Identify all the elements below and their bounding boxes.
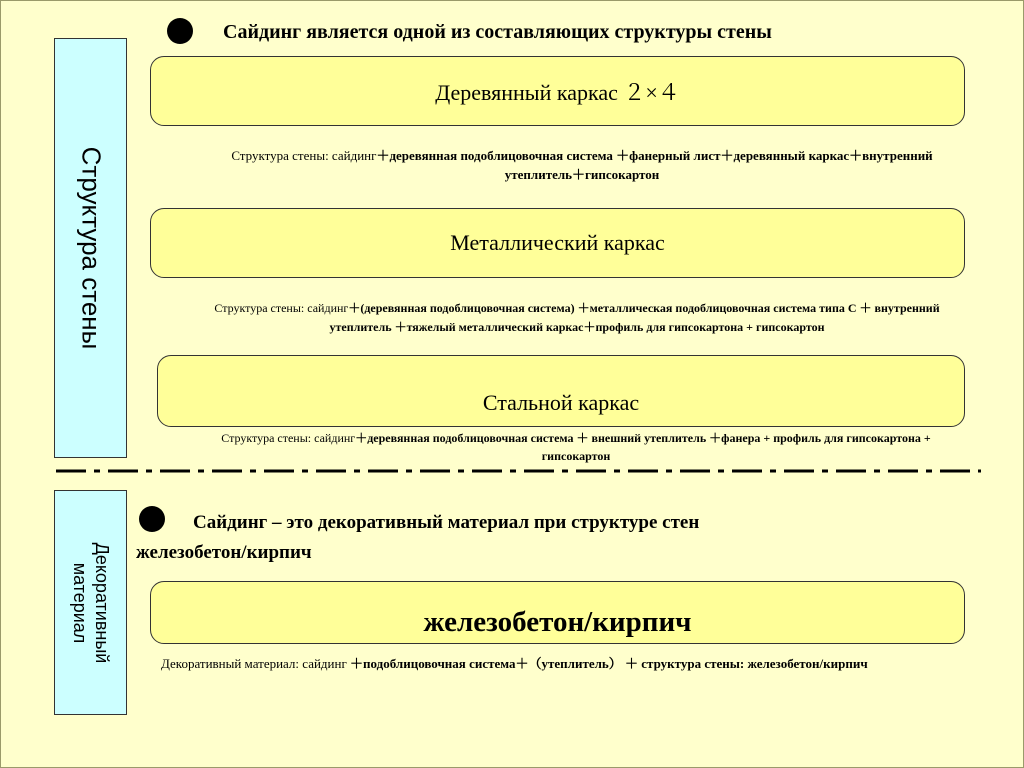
concrete-brick-title: железобетон/кирпич (423, 606, 692, 638)
concrete-brick-box (150, 581, 965, 644)
bullet-icon (139, 506, 165, 532)
side-label-structure (54, 38, 127, 458)
section2-heading-line2: железобетон/кирпич (136, 542, 312, 563)
frame-box-metal (150, 208, 965, 278)
section-divider (56, 468, 981, 474)
section1-heading: Сайдинг является одной из составляющих структуры стены (223, 21, 772, 43)
frame-title-wood: Деревянный каркас ２×４ (435, 79, 680, 105)
frame-title-metal: Металлический каркас (450, 230, 665, 255)
decorative-desc: Декоративный материал: сайдинг ＋подоблицовочная система＋（утеплитель） ＋ структура стены: железобетон/кирпич (161, 656, 868, 671)
side-label-decorative-text: Декоративный материал (69, 542, 112, 663)
bullet-icon (167, 18, 193, 44)
frame-desc-metal: Структура стены: сайдинг＋(деревянная подоблицовочная система) ＋металлическая подоблицовочная система типа С ＋ внутренний утеплитель ＋тяжелый металлический каркас＋профиль для гипсокартона + гипсокартон (214, 301, 940, 334)
frame-desc-steel: Структура стены: сайдинг＋деревянная подоблицовочная система ＋ внешний утеплитель ＋фанера + профиль для гипсокартона + гипсокартон (221, 431, 931, 463)
frame-desc-wood: Структура стены: сайдинг＋деревянная подоблицовочная система ＋фанерный лист＋деревянный каркас＋внутренний утеплитель＋гипсокартон (231, 148, 933, 182)
frame-box-steel (157, 355, 965, 427)
frame-title-steel: Стальной каркас (482, 390, 640, 415)
side-label-structure-text: Структура стены (76, 146, 106, 350)
section2-heading-line1: Сайдинг – это декоративный материал при структуре стен (193, 512, 700, 533)
frame-box-wood (150, 56, 965, 126)
side-label-decorative (54, 490, 127, 715)
